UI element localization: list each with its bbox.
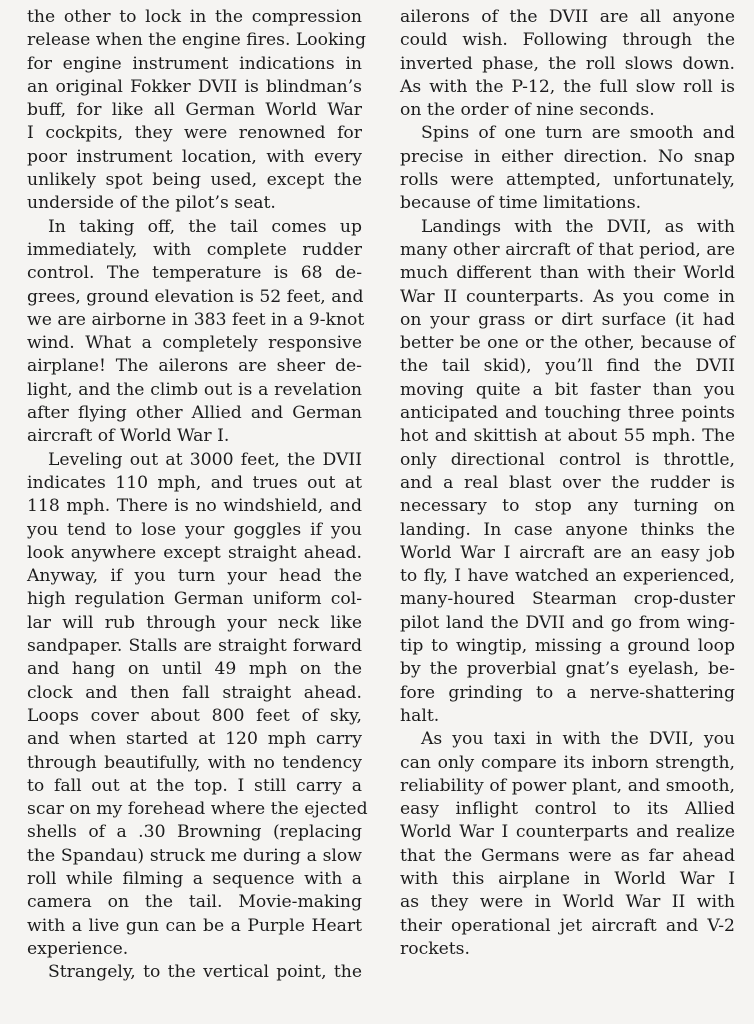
text-line: moving quite a bit faster than you: [400, 379, 735, 400]
text-line: better be one or the other, because of: [400, 333, 735, 354]
text-line: as they were in World War II with: [400, 892, 735, 913]
text-line: because of time limitations.: [400, 193, 642, 214]
text-line: World War I aircraft are an easy job: [400, 542, 735, 563]
text-line: Loops cover about 800 feet of sky,: [27, 705, 362, 726]
text-line: necessary to stop any turning on: [400, 496, 735, 517]
text-line: fore grinding to a nerve-shattering: [400, 682, 735, 703]
text-line: inverted phase, the roll slows down.: [400, 53, 735, 74]
text-line: many other aircraft of that period, are: [400, 239, 735, 260]
text-line: immediately, with complete rudder: [27, 239, 362, 260]
text-line: to fall out at the top. I still carry a: [27, 775, 362, 796]
text-line: landing. In case anyone thinks the: [400, 519, 735, 540]
text-line: Strangely, to the vertical point, the: [48, 962, 362, 983]
text-line: In taking off, the tail comes up: [48, 216, 362, 237]
text-line: poor instrument location, with every: [27, 146, 362, 167]
text-line: lar will rub through your neck like: [27, 612, 362, 633]
text-line: tip to wingtip, missing a ground loop: [400, 636, 735, 657]
text-line: hot and skittish at about 55 mph. The: [400, 426, 735, 447]
text-line: an original Fokker DVII is blindman’s: [27, 76, 362, 97]
text-line: through beautifully, with no tendency: [27, 752, 362, 773]
text-line: experience.: [27, 938, 129, 959]
text-line: grees, ground elevation is 52 feet, and: [27, 286, 364, 307]
text-line: easy inflight control to its Allied: [400, 799, 735, 820]
text-line: World War I counterparts and realize: [400, 822, 735, 843]
text-line: release when the engine fires. Looking: [27, 30, 366, 51]
right-column: [400, 6, 735, 961]
text-line: to fly, I have watched an experienced,: [400, 566, 735, 587]
text-line: underside of the pilot’s seat.: [27, 193, 276, 214]
text-line: on the order of nine seconds.: [400, 100, 655, 121]
text-line: could wish. Following through the: [400, 30, 735, 51]
text-line: camera on the tail. Movie-making: [27, 892, 362, 913]
text-line: we are airborne in 383 feet in a 9-knot: [27, 309, 365, 330]
text-line: rockets.: [400, 938, 470, 959]
text-line: pilot land the DVII and go from wing-: [400, 612, 735, 633]
left-column: [27, 6, 368, 984]
text-line: with this airplane in World War I: [400, 868, 735, 889]
text-line: and when started at 120 mph carry: [27, 729, 362, 750]
text-line: and hang on until 49 mph on the: [27, 659, 362, 680]
text-line: the Spandau) struck me during a slow: [27, 845, 362, 866]
text-line: control. The temperature is 68 de-: [27, 263, 362, 284]
text-line: aircraft of World War I.: [27, 426, 230, 447]
text-line: only directional control is throttle,: [400, 449, 735, 470]
text-line: 118 mph. There is no windshield, and: [27, 496, 362, 517]
text-line: sandpaper. Stalls are straight forward: [27, 636, 362, 657]
text-line: clock and then fall straight ahead.: [27, 682, 362, 703]
text-line: the other to lock in the compression: [27, 7, 362, 27]
text-line: reliability of power plant, and smooth,: [400, 775, 735, 796]
text-line: Spins of one turn are smooth and: [421, 123, 735, 144]
text-line: indicates 110 mph, and trues out at: [27, 472, 362, 493]
text-line: light, and the climb out is a revelation: [27, 379, 362, 400]
text-line: shells of a .30 Browning (replacing: [27, 822, 362, 843]
text-line: As with the P-12, the full slow roll is: [400, 76, 735, 97]
text-line: Landings with the DVII, as with: [421, 216, 735, 237]
text-line: Leveling out at 3000 feet, the DVII: [48, 449, 362, 470]
text-line: you tend to lose your goggles if you: [27, 519, 362, 540]
text-line: many-houred Stearman crop-duster: [400, 589, 735, 610]
text-line: on your grass or dirt surface (it had: [400, 309, 735, 330]
text-line: halt.: [400, 705, 440, 726]
text-line: for engine instrument indications in: [27, 53, 362, 74]
text-line: their operational jet aircraft and V-2: [400, 915, 735, 936]
text-line: As you taxi in with the DVII, you: [421, 729, 735, 750]
text-line: scar on my forehead where the ejected: [27, 799, 368, 820]
text-line: with a live gun can be a Purple Heart: [27, 915, 362, 936]
text-line: the tail skid), you’ll find the DVII: [400, 356, 735, 377]
text-line: roll while filming a sequence with a: [27, 868, 362, 889]
text-line: look anywhere except straight ahead.: [27, 542, 362, 563]
text-line: airplane! The ailerons are sheer de-: [27, 356, 362, 377]
text-line: wind. What a completely responsive: [27, 333, 362, 354]
text-line: precise in either direction. No snap: [400, 146, 735, 167]
text-line: by the proverbial gnat’s eyelash, be-: [400, 659, 735, 680]
text-line: after flying other Allied and German: [27, 403, 362, 424]
text-line: I cockpits, they were renowned for: [27, 123, 362, 144]
text-line: rolls were attempted, unfortunately,: [400, 170, 735, 191]
text-line: much different than with their World: [400, 263, 735, 284]
text-line: War II counterparts. As you come in: [400, 286, 735, 307]
text-line: high regulation German uniform col-: [27, 589, 362, 610]
text-line: buff, for like all German World War: [27, 100, 362, 121]
text-line: unlikely spot being used, except the: [27, 170, 362, 191]
text-line: can only compare its inborn strength,: [400, 752, 735, 773]
text-line: Anyway, if you turn your head the: [27, 566, 362, 587]
text-line: anticipated and touching three points: [400, 403, 735, 424]
text-line: ailerons of the DVII are all anyone: [400, 7, 735, 27]
text-line: that the Germans were as far ahead: [400, 845, 735, 866]
text-line: and a real blast over the rudder is: [400, 472, 735, 493]
